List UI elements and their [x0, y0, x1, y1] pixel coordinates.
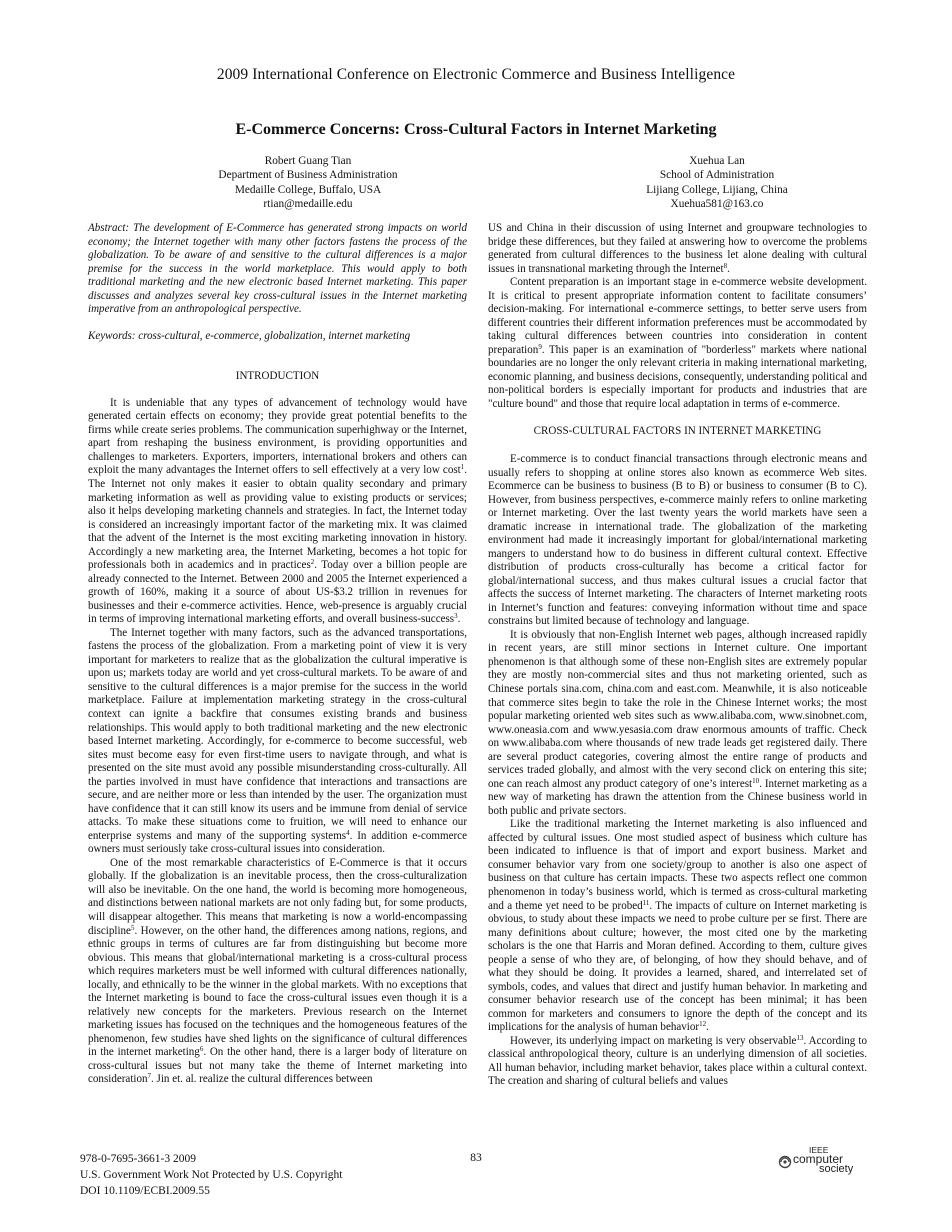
author-name: Xuehua Lan — [689, 155, 745, 167]
author-department: Department of Business Administration — [218, 169, 398, 182]
paper-title: E-Commerce Concerns: Cross-Cultural Factors in Internet Marketing — [235, 121, 717, 138]
paragraph: Content preparation is an important stage in e-commerce website development. It is critical to present appropriate information content to facilitate consumers’ decision-making. For international e-commerce settings, to better serve users from different countries their different information preferences must be accommodated by taking cultural differences between countries into consideration in content preparation$^9$. This paper is an examination of "borderless" markets where national boundaries are no longer the only relevant criteria in making international marketing, economic planning, and business decisions, consequently, understanding political and non-political borders is especially important for products and industries that are "culture bound" and those that require local adaptation in terms of e-commerce. — [488, 276, 867, 410]
page-number: 83 — [470, 1152, 482, 1164]
logo-society: society — [819, 1162, 854, 1175]
section-heading-cross-cultural: CROSS-CULTURAL FACTORS IN INTERNET MARKETING — [533, 425, 822, 438]
logo-computer: computer — [793, 1152, 844, 1167]
paragraph: Like the traditional marketing the Internet marketing is also influenced and affected by cultural issues. One most studied aspect of business which culture has been indicated to influence is that of import and export business. Market and consumer behavior vary from one society/group to another is also one aspect of business on that culture has certain impacts. These two aspects reflect one common phenomenon in today’s business world, which is termed as cross-cultural marketing and a theme yet need to be probed$^{11}$. The impacts of culture on Internet marketing is obvious, to study about these impacts we need to probe culture per se first. There are many definitions about culture; however, the most cited one by the marketing scholars is the one that Harris and Moran defined. According to them, culture gives people a sense of who they are, of belonging, of how they should behave, and of what they should be doing. It provides a learned, shared, and interrelated set of symbols, codes, and values that direct and justify human behavior. In marketing and consumer behavior research use of the concept has been minimal; it has been common for marketers and consumers to ignore the depth of the concept and its implications for the analysis of human behavior$^{12}$. — [488, 818, 867, 1034]
citation: 8 — [723, 261, 728, 270]
citation: 9 — [538, 342, 542, 351]
author-email[interactable]: rtian@medaille.edu — [263, 198, 353, 211]
citation: 2 — [310, 558, 315, 567]
author-institution: Medaille College, Buffalo, USA — [234, 183, 382, 196]
author-email[interactable]: Xuehua581@163.co — [670, 198, 764, 211]
citation: 5 — [130, 923, 135, 932]
citation: 3 — [454, 612, 458, 621]
ieee-computer-society-logo — [778, 1146, 862, 1178]
author-block-2 — [517, 154, 917, 212]
author-department: School of Administration — [659, 169, 775, 182]
citation: 10 — [752, 776, 760, 785]
conference-header: 2009 International Conference on Electronic Commerce and Business Intelligence — [216, 66, 736, 83]
section-heading-introduction: INTRODUCTION — [235, 370, 320, 383]
right-column — [488, 222, 867, 1089]
paragraph: E-commerce is to conduct financial transactions through electronic means and usually refers to shopping at online stores also known as ecommerce Web sites. Ecommerce can be business to business (B to B) or business to consumer (B to C). However, from business perspectives, e-commerce mainly refers to online marketing or Internet marketing. Over the last twenty years the world markets have seen a dramatic increase in international trade. The globalization of the marketing environment had made it increasingly important for global/international marketing mangers to understand how to do business in different cultural context. Effective distribution of products cross-culturally has become a critical factor for global/international success, and thus makes cultural issues a crucial factor that affects the success of Internet marketing. The characters of Internet marketing roots in Internet’s function and features: conveying information without time and space constrains but limited because of technology and language. — [488, 452, 867, 628]
left-column — [88, 222, 467, 1087]
paragraph: US and China in their discussion of using Internet and groupware technologies to bridge these differences, but they failed at answering how to overcome the problems generated from cultural differences to the business let alone dealing with cultural issues in transnational marketing through the Internet$^8$. — [488, 222, 867, 275]
footer-isbn: 978-0-7695-3661-3 2009 — [80, 1153, 196, 1165]
paragraph: The Internet together with many factors, such as the advanced transportations, fastens the process of the globalization. From a marketing point of view it is very important for marketers to realize that as the globalization the cultural imperative is upon us; markets today are world and yet cross-cultural markets. To be aware of and sensitive to the cultural differences is a major premise for the success in the world marketplace. Failure at implementation marketing strategy in the cross-cultural context can ignite a backfire that consumes existing brands and business relationships. This would apply to both traditional marketing and the new electronic based Internet marketing. Accordingly, for e-commerce to become successful, web sites must become easy for even first-time users to navigate through, and what is presented on the site must avoid any possible misunderstanding cross-culturally. All the parties involved in must have confidence that interactions and transactions are secure, and are neither more or less than intended by the user. The organization must have confidence that it can still know its users and be immune from denial of service attacks. To make these situations come to fruition, we will need to enhance our enterprise systems and many of the supporting systems$^4$. In addition e-commerce owners must seriously take cross-cultural issues into consideration. — [88, 626, 467, 856]
footer-copyright: U.S. Government Work Not Protected by U.S. Copyright — [80, 1169, 343, 1182]
citation: 11 — [642, 898, 650, 907]
author-name: Robert Guang Tian — [264, 155, 352, 167]
citation: 6 — [199, 1045, 204, 1054]
logo-text — [793, 1146, 853, 1174]
citation: 12 — [699, 1020, 707, 1029]
citation: 1 — [460, 463, 465, 472]
footer-doi: DOI 10.1109/ECBI.2009.55 — [80, 1185, 210, 1198]
citation: 7 — [147, 1072, 152, 1081]
paragraph: It is obviously that non-English Internet web pages, although increased rapidly in recent years, are still minor sections in Internet culture. One important phenomenon is that although some of these non-English sites are extremely popular they are mostly non-commercial sites and thus not marketing oriented, such as Chinese portals sina.com, china.com and east.com. Meanwhile, it is also noticeable that commerce sites begin to take the role in the Chinese Internet works; the most popular marketing oriented web sites such as www.alibaba.com, www.sinobnet.com, www.oneasia.com and www.yesasia.com draw enormous amounts of traffic. Check on www.alibaba.com where thousands of new trade leads get registered daily. There are several product categories, covering almost the entire range of products and services traded globally, and almost with the very second click on entering this site; one can reach almost any product category of one’s interest$^{10}$. Internet marketing as a new way of marketing has drawn the attention from the Chinese business world in both public and private sectors. — [488, 628, 867, 817]
paragraph: It is undeniable that any types of advancement of technology would have generated certain effects on economy; they provide great potential benefits to the firms while create series problems. The communication superhighway or the Internet, apart from reshaping the business environment, is providing opportunities and challenges to marketers. Exporters, importers, international brokers and others can exploit the many advantages the Internet offers to sell effectively at a very low cost$^1$. The Internet not only makes it easier to obtain quality secondary and primary marketing information as well as providing value to existing products or services; also it helps developing marketing channels and strategies. In fact, the Internet today is considered an increasingly important factor of the marketing mix. It was claimed that the advent of the Internet is the most exciting marketing innovation in history. Accordingly a new marketing area, the Internet Marketing, becomes a hot topic for professionals both in academics and in practices$^2$. Today over a billion people are already connected to the Internet. Between 2000 and 2005 the Internet experienced a growth of 160%, making it a source of about US-$3.2 trillion in revenues for businesses and their e-commerce activities. Hence, web-presence is arguably crucial in terms of improving international marketing efforts, and overall business-success$^3$. — [88, 396, 467, 626]
logo-swirl-icon — [778, 1154, 792, 1170]
logo-ieee: IEEE — [809, 1145, 829, 1155]
author-block-1 — [108, 154, 508, 212]
citation: 4 — [346, 828, 350, 837]
keywords: Keywords: cross-cultural, e-commerce, globalization, internet marketing — [88, 329, 411, 342]
paragraph: One of the most remarkable characteristics of E-Commerce is that it occurs globally. If the globalization is an inevitable process, then the cross-culturalization will also be inevitable. On the one hand, the world is becoming more homogeneous, and distinctions between national markets are not only fading but, for some products, will disappear altogether. This means that marketing is now a world-encompassing discipline$^5$. However, on the other hand, the differences among nations, regions, and ethnic groups in terms of cultures are far from distinguishing but become more obvious. This means that global/international marketing is a cross-cultural process which requires marketers must be well informed with cultural differences nationally, locally, and ethnically to be the winner in the global markets. With no exceptions that the Internet marketing is bound to face the cross-cultural issues even though it is a relatively new concepts for the marketers. Previous research on the Internet marketing issues has focused on the techniques and the homogeneous features of the phenomenon, few studies have shed lights on the significance of cultural differences in the internet marketing$^6$. On the other hand, there is a larger body of literature on cross-cultural issues but not many take the theme of Internet marketing into consideration$^7$. Jin et. al. realize the cultural differences between — [88, 856, 467, 1086]
citation: 13 — [796, 1033, 804, 1042]
paragraph: However, its underlying impact on marketing is very observable$^{13}$. According to classical anthropological theory, culture is an underlying dimension of all societies. All human behavior, including market behavior, takes place within a cultural context. The creation and sharing of cultural beliefs and values — [488, 1033, 867, 1088]
author-institution: Lijiang College, Lijiang, China — [646, 183, 788, 196]
abstract: Abstract: The development of E-Commerce has generated strong impacts on world economy; the Internet together with many other factors fastens the process of the globalization. To be aware of and sensitive to the cultural differences is a major premise for the success in the world marketplace. This would apply to both traditional marketing and the new electronic based Internet marketing. This paper discusses and analyzes several key cross-cultural issues in the Internet marketing imperative from an anthropological perspective. — [88, 222, 467, 316]
